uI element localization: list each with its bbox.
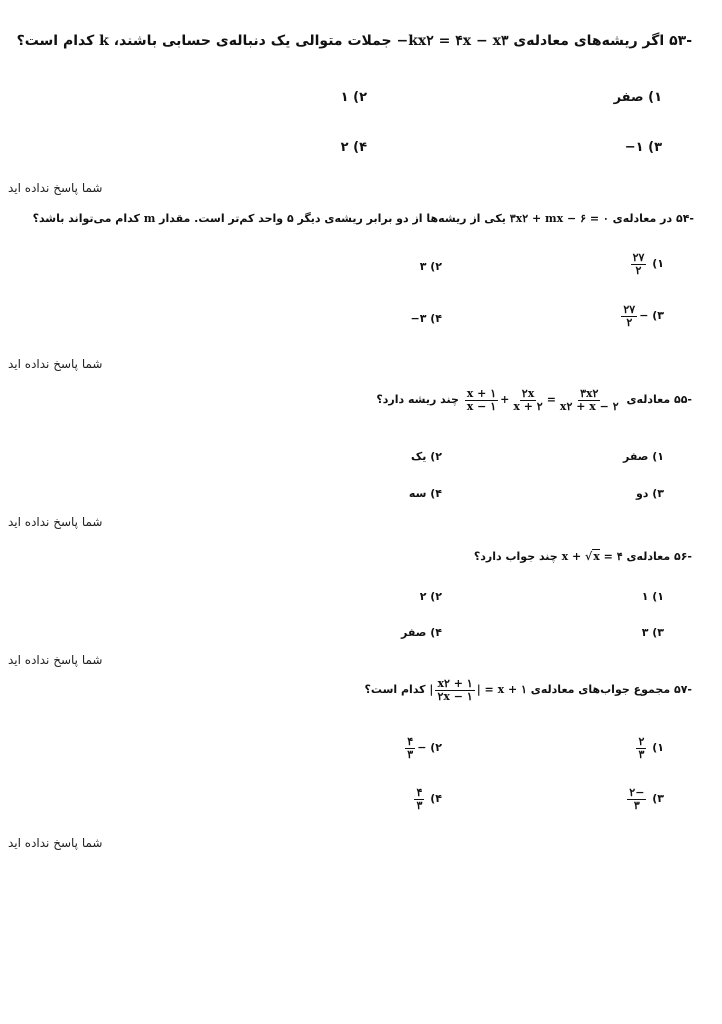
status-text: شما پاسخ نداده اید [8, 515, 103, 529]
question-text: معادله‌ی [626, 550, 671, 563]
equation: −kx۲ = ۴x − x۳ [396, 33, 509, 49]
status-text: شما پاسخ نداده اید [8, 357, 103, 371]
question-text: کدام می‌تواند باشد؟ [32, 212, 140, 225]
option-3[interactable] [619, 304, 664, 328]
status-text: شما پاسخ نداده اید [8, 653, 103, 667]
numerator: ۴ [416, 786, 423, 799]
equation-part: = x + ۱ [484, 683, 527, 697]
status-text: شما پاسخ نداده اید [8, 836, 103, 850]
denominator: ۲ [626, 315, 633, 329]
question-text: اگر ریشه‌های معادله‌ی [513, 33, 665, 49]
denominator: ۳ [638, 747, 645, 761]
option-3[interactable]: ۳) دو [635, 487, 664, 500]
denominator: x + ۲ [513, 399, 543, 413]
option-label: ۱) [652, 741, 664, 755]
denominator: ۳ [416, 798, 423, 812]
option-label: ۲) [430, 741, 442, 755]
question-number: -۵۴ [675, 212, 694, 225]
minus-sign: − [417, 741, 427, 755]
question-number: -۵۶ [673, 550, 692, 563]
question-number: -۵۷ [673, 683, 692, 697]
question-text: کدام است؟ [16, 33, 95, 49]
question-57 [365, 678, 692, 702]
question-text: جملات متوالی یک دنباله‌ی حسابی باشند، [113, 33, 392, 49]
variable: k [99, 33, 109, 49]
option-1[interactable] [634, 736, 664, 760]
denominator: x − ۱ [466, 399, 497, 413]
option-2[interactable]: ۲) ۲ [419, 590, 442, 603]
option-2[interactable]: ۲) ۳ [419, 260, 442, 273]
numerator: x۲ + ۱ [437, 677, 473, 690]
fraction [621, 304, 637, 328]
question-53 [17, 33, 692, 49]
denominator: ۲x − ۱ [437, 689, 473, 703]
option-1[interactable]: ۱) صفر [613, 90, 662, 105]
numerator: ۲x [521, 387, 535, 400]
fraction [414, 787, 424, 811]
option-3[interactable] [625, 787, 664, 811]
question-text: مجموع جواب‌های معادله‌ی [530, 683, 671, 697]
question-55 [376, 388, 692, 412]
question-54 [33, 212, 694, 225]
denominator: ۳ [407, 747, 414, 761]
fraction [627, 787, 646, 811]
denominator: x۲ + x − ۲ [559, 399, 619, 413]
option-label: ۳) [652, 792, 664, 806]
question-text: چند جواب دارد؟ [473, 550, 558, 563]
numerator: ۳x۲ [580, 387, 599, 400]
option-1[interactable] [629, 252, 664, 276]
minus-sign: − [639, 309, 649, 323]
numerator: ۲ [638, 735, 645, 748]
numerator: ۲۷ [623, 303, 636, 316]
option-4[interactable]: ۴) ۳− [410, 312, 442, 325]
equation-part: x + [561, 550, 586, 563]
question-number: -۵۵ [673, 393, 692, 407]
question-text: کدام است؟ [364, 683, 426, 697]
option-label: ۱) [652, 257, 664, 271]
option-4[interactable]: ۴) صفر [401, 626, 442, 639]
numerator: ۴ [407, 735, 414, 748]
question-56 [474, 550, 692, 563]
question-number: -۵۳ [669, 33, 692, 49]
equation: | $\frac{x۲ + ۱}{۲x - ۱}$ | = x + ۱ [429, 677, 527, 703]
question-text: معادله‌ی [626, 393, 671, 407]
option-4[interactable]: ۴) سه [408, 487, 442, 500]
question-text: یکی از ریشه‌ها از دو برابر ریشه‌ی دیگر ۵ واحد کم‌تر است. مقدار [159, 212, 506, 225]
option-1[interactable]: ۱) ۱ [641, 590, 664, 603]
equation: $\frac{x + ۱}{x - ۱}$ + $\frac{۲x}{x + ۲}$ = $\frac{۳x۲}{x۲ + x - ۲}$ [466, 387, 619, 413]
equation-part: = ۴ [599, 550, 623, 563]
radicand: x [593, 550, 600, 563]
option-4[interactable]: ۴) ۲ [340, 140, 367, 155]
numerator: −۲ [629, 786, 645, 799]
option-2[interactable] [403, 736, 442, 760]
option-label: ۴) [430, 792, 442, 806]
option-label: ۳) [652, 309, 664, 323]
numerator: ۲۷ [632, 251, 645, 264]
option-2[interactable]: ۲) یک [411, 450, 442, 463]
question-text: در معادله‌ی [612, 212, 673, 225]
fraction [631, 252, 647, 276]
variable: m [143, 212, 156, 225]
option-3[interactable]: ۳) ۳ [641, 626, 664, 639]
option-4[interactable] [412, 787, 442, 811]
option-3[interactable]: ۳) ۱− [624, 140, 662, 155]
denominator: ۲ [635, 263, 642, 277]
fraction [636, 736, 646, 760]
option-2[interactable]: ۲) ۱ [340, 90, 367, 105]
equation: x + √x = ۴ [561, 550, 623, 563]
denominator: ۳ [633, 798, 640, 812]
fraction [405, 736, 415, 760]
equation: ۳x۲ + mx − ۶ = ۰ [509, 212, 609, 225]
status-text: شما پاسخ نداده اید [8, 181, 103, 195]
question-text: چند ریشه دارد؟ [376, 393, 459, 407]
option-1[interactable]: ۱) صفر [623, 450, 664, 463]
numerator: x + ۱ [466, 387, 497, 400]
